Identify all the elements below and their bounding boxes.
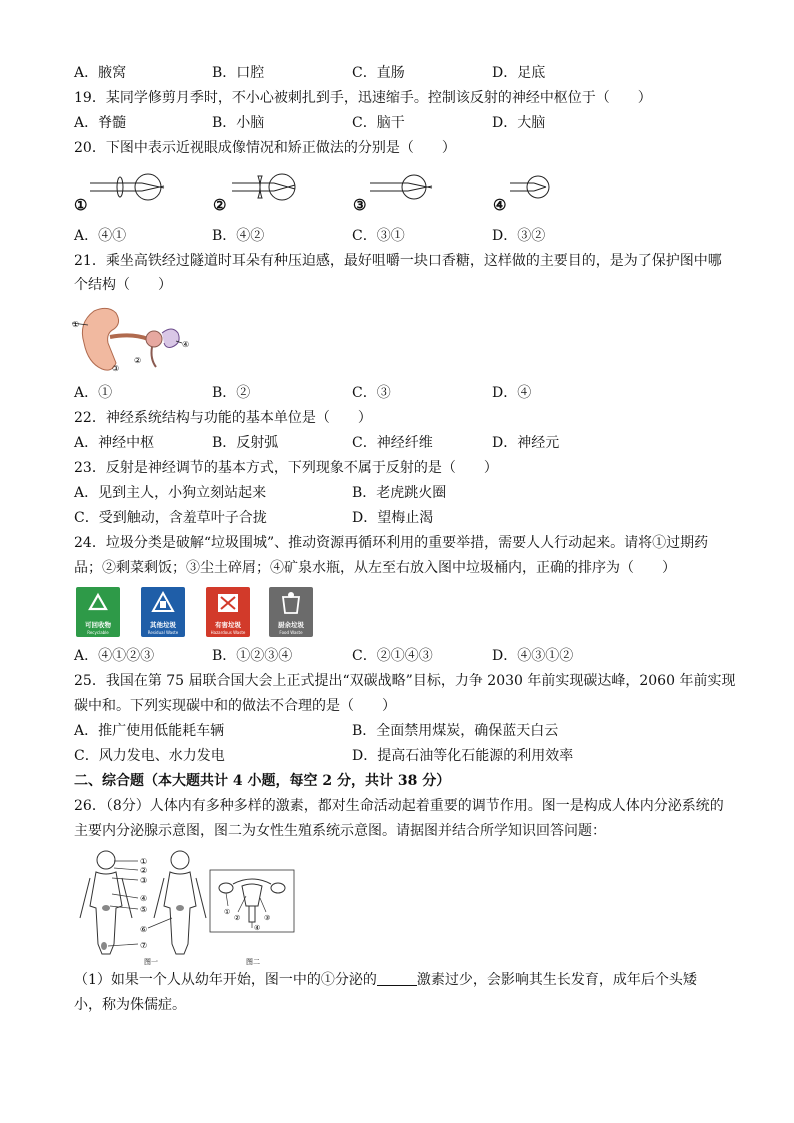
bin-residual (141, 587, 185, 637)
fig2-caption: 图二 (246, 958, 260, 966)
q25-option-c[interactable]: C．风力发电、水力发电 (74, 748, 225, 764)
q26-sub1-part-2: 激素过少，会影响其生长发育，成年后个头矮 (416, 972, 697, 988)
q24-option-d[interactable]: D．④③①② (492, 648, 574, 664)
q23-options-row-1 (74, 483, 734, 503)
fig1-label-6: ⑥ (140, 925, 148, 934)
q19-stem: 19．某同学修剪月季时，不小心被刺扎到手，迅速缩手。控制该反射的神经中枢位于（ ） (74, 90, 652, 106)
q26-figures (76, 848, 302, 966)
q26-sub1-line-1 (74, 970, 697, 990)
q19-option-d[interactable]: D．大脑 (492, 115, 546, 131)
q26-stem-line-2: 主要内分泌腺示意图，图二为女性生殖系统示意图。请据图并结合所学知识回答问题： (74, 823, 606, 839)
q24-option-a[interactable]: A．④①②③ (74, 648, 155, 664)
q19-option-c[interactable]: C．脑干 (352, 115, 405, 131)
q23-option-c[interactable]: C．受到触动，含羞草叶子合拢 (74, 510, 267, 526)
fig2-label-4: ④ (254, 924, 261, 932)
bin-hazardous (206, 587, 250, 637)
q22-options (74, 433, 734, 453)
q20-option-b[interactable]: B．④② (212, 228, 265, 244)
fig1-label-3: ③ (140, 876, 148, 885)
q24-stem-line-2: 品；②剩菜剩饭；③尘土碎屑；④矿泉水瓶，从左至右放入图中垃圾桶内，正确的排序为（ ） (74, 560, 676, 576)
q25-option-d[interactable]: D．提高石油等化石能源的利用效率 (352, 748, 574, 764)
q26-stem-line-1: 26．（8分）人体内有多种多样的激素，都对生命活动起着重要的调节作用。图一是构成人体内分泌系统的 (74, 798, 724, 814)
bin-food (269, 587, 313, 637)
q21-option-a[interactable]: A．① (74, 385, 113, 401)
q20-figure-label-4: ④ (493, 196, 507, 214)
q20-stem: 20．下图中表示近视眼成像情况和矫正做法的分别是（ ） (74, 140, 456, 156)
endocrine-figure (80, 851, 206, 966)
q18-option-c[interactable]: C．直肠 (352, 65, 405, 81)
eye-figure-3 (370, 175, 432, 199)
q21-stem-line-2: 个结构（ ） (74, 277, 172, 293)
bin-recyclable (76, 587, 120, 637)
fig2-label-2: ② (234, 914, 241, 922)
q21-stem-line-1: 21．乘坐高铁经过隧道时耳朵有种压迫感，最好咀嚼一块口香糖，这样做的主要目的，是为了保护图中哪 (74, 253, 722, 269)
q20-option-a[interactable]: A．④① (74, 228, 127, 244)
q23-stem: 23．反射是神经调节的基本方式，下列现象不属于反射的是（ ） (74, 460, 498, 476)
q24-option-c[interactable]: C．②①④③ (352, 648, 433, 664)
q25-option-a[interactable]: A．推广使用低能耗车辆 (74, 723, 225, 739)
q24-options (74, 646, 734, 666)
q21-option-b[interactable]: B．② (212, 385, 251, 401)
fig1-label-4: ④ (140, 894, 148, 903)
q19-option-b[interactable]: B．小脑 (212, 115, 265, 131)
q26-sub1-part-1: （1）如果一个人从幼年开始，图一中的①分泌的 (74, 972, 377, 988)
bin-residual-en: Residual Waste (147, 630, 179, 635)
q26-sub1-line-2: 小，称为侏儒症。 (74, 997, 186, 1013)
bin-recyclable-cn: 可回收物 (85, 621, 111, 629)
eye-figure-2 (232, 174, 295, 200)
ear-label-2: ② (134, 356, 142, 365)
q21-option-c[interactable]: C．③ (352, 385, 391, 401)
bin-recyclable-en: Recyclable (87, 630, 109, 635)
ear-label-4: ④ (182, 340, 190, 349)
eye-diagrams-image (72, 166, 552, 216)
q22-option-d[interactable]: D．神经元 (492, 435, 560, 451)
fig1-label-1: ① (140, 857, 148, 866)
q19-option-a[interactable]: A．脊髓 (74, 115, 127, 131)
q24-bins-figure (76, 587, 316, 639)
q23-options-row-2 (74, 508, 734, 528)
fig1-caption: 图一 (144, 958, 158, 966)
bin-residual-cn: 其他垃圾 (150, 621, 176, 629)
q23-option-a[interactable]: A．见到主人，小狗立刻站起来 (74, 485, 267, 501)
q20-option-d[interactable]: D．③② (492, 228, 546, 244)
fig1-label-7: ⑦ (140, 941, 148, 950)
section-2-title: 二、综合题（本大题共计 4 小题，每空 2 分，共计 38 分） (74, 773, 451, 789)
eye-figure-1 (90, 174, 164, 200)
q20-option-c[interactable]: C．③① (352, 228, 405, 244)
q22-stem: 22．神经系统结构与功能的基本单位是（ ） (74, 410, 372, 426)
garbage-bins-image (76, 587, 316, 639)
bin-hazardous-cn: 有害垃圾 (215, 621, 241, 629)
q20-figure-label-1: ① (74, 196, 88, 214)
ear-label-3: ③ (112, 364, 120, 373)
bin-hazardous-en: Hazardous Waste (210, 630, 246, 635)
q23-option-b[interactable]: B．老虎跳火圈 (352, 485, 447, 501)
q21-ear-figure (72, 303, 202, 375)
q20-figure-label-2: ② (213, 196, 227, 214)
reproductive-figure (210, 870, 294, 966)
q22-option-a[interactable]: A．神经中枢 (74, 435, 155, 451)
q18-options (74, 63, 734, 83)
ear-diagram-image (72, 303, 202, 375)
q20-options (74, 226, 734, 246)
q25-stem-line-1: 25．我国在第 75 届联合国大会上正式提出“双碳战略”目标，力争 2030 年前实现碳达峰，2060 年前实现 (74, 673, 736, 689)
q25-options-row-1 (74, 721, 734, 741)
bin-food-en: Food Waste (279, 630, 303, 635)
q19-options (74, 113, 734, 133)
q21-option-d[interactable]: D．④ (492, 385, 532, 401)
q21-options (74, 383, 734, 403)
q18-option-a[interactable]: A．腋窝 (74, 65, 127, 81)
q25-options-row-2 (74, 746, 734, 766)
q26-sub1-answer-blank[interactable] (377, 971, 417, 986)
fig2-label-1: ① (224, 908, 231, 916)
q18-option-b[interactable]: B．口腔 (212, 65, 265, 81)
q18-option-d[interactable]: D．足底 (492, 65, 546, 81)
endocrine-reproductive-image (76, 848, 302, 966)
q25-stem-line-2: 碳中和。下列实现碳中和的做法不合理的是（ ） (74, 698, 396, 714)
ear-label-1: ① (72, 320, 80, 329)
q20-eye-figures (72, 166, 552, 216)
q22-option-c[interactable]: C．神经纤维 (352, 435, 433, 451)
fig1-label-2: ② (140, 866, 148, 875)
eye-figure-4 (510, 176, 549, 198)
bin-food-cn: 厨余垃圾 (278, 621, 304, 629)
q24-stem-line-1: 24．垃圾分类是破解“垃圾围城”、推动资源再循环利用的重要举措，需要人人行动起来。请将①过期药 (74, 535, 709, 551)
q22-option-b[interactable]: B．反射弧 (212, 435, 279, 451)
fig2-label-3: ③ (264, 914, 271, 922)
q23-option-d[interactable]: D．望梅止渴 (352, 510, 434, 526)
fig1-label-5: ⑤ (140, 905, 148, 914)
q20-figure-label-3: ③ (353, 196, 367, 214)
q25-option-b[interactable]: B．全面禁用煤炭，确保蓝天白云 (352, 723, 559, 739)
q24-option-b[interactable]: B．①②③④ (212, 648, 293, 664)
